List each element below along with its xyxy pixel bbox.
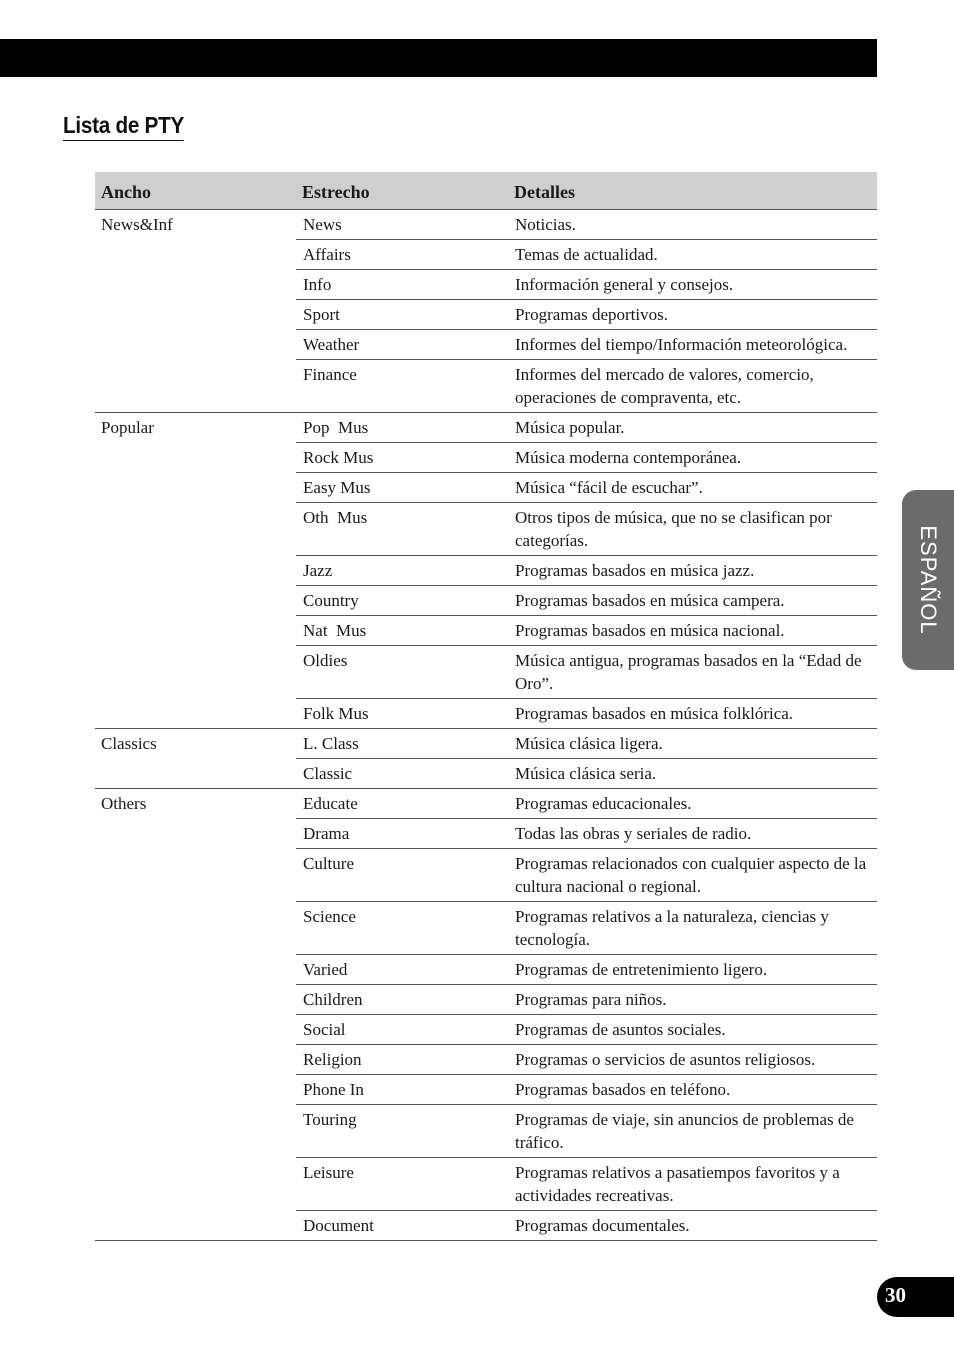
cell-estrecho: Sport (296, 300, 508, 330)
table-body (95, 210, 877, 1241)
table-row (95, 210, 877, 240)
cell-detalles: Temas de actualidad. (508, 240, 877, 270)
table-header-row (95, 172, 877, 210)
pty-table (95, 172, 877, 1241)
cell-detalles: Programas o servicios de asuntos religiosos. (508, 1045, 877, 1075)
cell-estrecho: Educate (296, 789, 508, 819)
cell-detalles: Programas basados en teléfono. (508, 1075, 877, 1105)
cell-estrecho: Folk Mus (296, 699, 508, 729)
cell-estrecho: Oth Mus (296, 503, 508, 556)
cell-estrecho: Phone In (296, 1075, 508, 1105)
cell-estrecho: Science (296, 902, 508, 955)
cell-ancho: Popular (95, 413, 296, 729)
cell-detalles: Programas de viaje, sin anuncios de problemas de tráfico. (508, 1105, 877, 1158)
header-estrecho: Estrecho (296, 172, 508, 210)
cell-detalles: Programas basados en música campera. (508, 586, 877, 616)
cell-detalles: Programas basados en música jazz. (508, 556, 877, 586)
cell-estrecho: Finance (296, 360, 508, 413)
cell-ancho: Others (95, 789, 296, 1241)
cell-detalles: Información general y consejos. (508, 270, 877, 300)
cell-detalles: Música clásica ligera. (508, 729, 877, 759)
cell-detalles: Programas educacionales. (508, 789, 877, 819)
cell-estrecho: Country (296, 586, 508, 616)
cell-estrecho: Oldies (296, 646, 508, 699)
cell-detalles: Programas relativos a pasatiempos favoritos y a actividades recreativas. (508, 1158, 877, 1211)
cell-estrecho: Weather (296, 330, 508, 360)
header-detalles: Detalles (508, 172, 877, 210)
header-ancho: Ancho (95, 172, 296, 210)
cell-detalles: Programas de entretenimiento ligero. (508, 955, 877, 985)
cell-detalles: Todas las obras y seriales de radio. (508, 819, 877, 849)
cell-estrecho: Varied (296, 955, 508, 985)
language-side-tab (902, 490, 954, 670)
cell-detalles: Música clásica seria. (508, 759, 877, 789)
cell-detalles: Programas relacionados con cualquier aspecto de la cultura nacional o regional. (508, 849, 877, 902)
cell-detalles: Música “fácil de escuchar”. (508, 473, 877, 503)
table-row (95, 789, 877, 819)
cell-estrecho: Nat Mus (296, 616, 508, 646)
cell-estrecho: Religion (296, 1045, 508, 1075)
table-row (95, 729, 877, 759)
cell-estrecho: Classic (296, 759, 508, 789)
cell-estrecho: Easy Mus (296, 473, 508, 503)
cell-estrecho: L. Class (296, 729, 508, 759)
cell-detalles: Programas basados en música folklórica. (508, 699, 877, 729)
cell-estrecho: Leisure (296, 1158, 508, 1211)
cell-detalles: Programas basados en música nacional. (508, 616, 877, 646)
cell-detalles: Música moderna contemporánea. (508, 443, 877, 473)
cell-estrecho: News (296, 210, 508, 240)
cell-detalles: Música antigua, programas basados en la “Edad de Oro”. (508, 646, 877, 699)
cell-estrecho: Social (296, 1015, 508, 1045)
cell-estrecho: Document (296, 1211, 508, 1241)
cell-detalles: Otros tipos de música, que no se clasifican por categorías. (508, 503, 877, 556)
page-number-badge (877, 1277, 954, 1317)
cell-detalles: Informes del tiempo/Información meteorológica. (508, 330, 877, 360)
cell-estrecho: Info (296, 270, 508, 300)
cell-estrecho: Children (296, 985, 508, 1015)
section-title: Lista de PTY (63, 110, 184, 141)
cell-estrecho: Pop Mus (296, 413, 508, 443)
cell-detalles: Programas para niños. (508, 985, 877, 1015)
page-number: 30 (885, 1283, 906, 1307)
table-row (95, 413, 877, 443)
top-header-bar (0, 39, 877, 77)
cell-detalles: Noticias. (508, 210, 877, 240)
cell-ancho: News&Inf (95, 210, 296, 413)
cell-estrecho: Rock Mus (296, 443, 508, 473)
cell-estrecho: Touring (296, 1105, 508, 1158)
cell-detalles: Música popular. (508, 413, 877, 443)
cell-detalles: Programas de asuntos sociales. (508, 1015, 877, 1045)
cell-detalles: Programas relativos a la naturaleza, ciencias y tecnología. (508, 902, 877, 955)
cell-estrecho: Culture (296, 849, 508, 902)
cell-ancho: Classics (95, 729, 296, 789)
cell-estrecho: Drama (296, 819, 508, 849)
cell-estrecho: Jazz (296, 556, 508, 586)
cell-detalles: Programas documentales. (508, 1211, 877, 1241)
language-label: ESPAÑOL (916, 525, 941, 635)
cell-detalles: Informes del mercado de valores, comercio, operaciones de compraventa, etc. (508, 360, 877, 413)
cell-estrecho: Affairs (296, 240, 508, 270)
cell-detalles: Programas deportivos. (508, 300, 877, 330)
